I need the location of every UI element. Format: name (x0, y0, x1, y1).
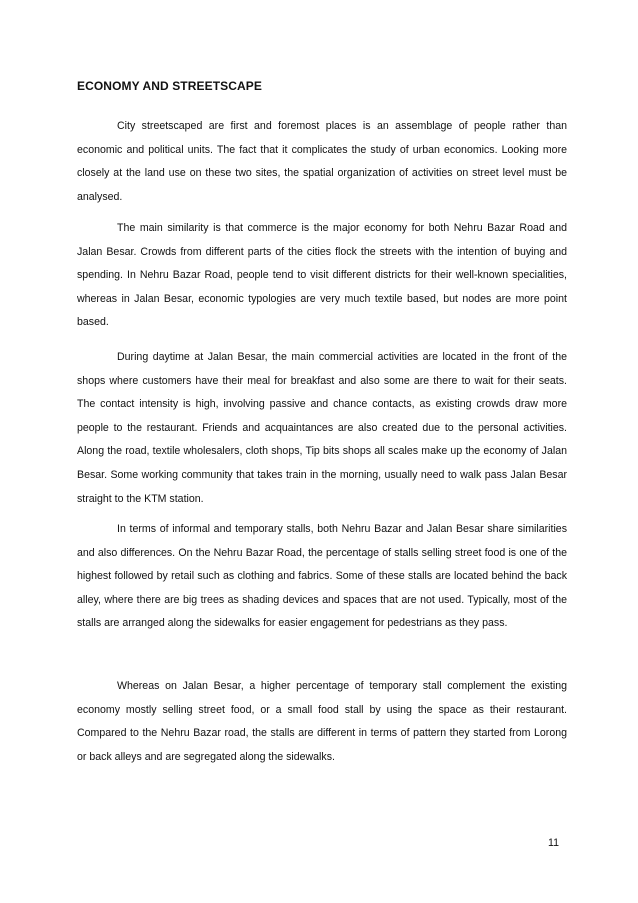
paragraph-2: The main similarity is that commerce is the major economy for both Nehru Bazar Road and Jalan Besar. Crowds from different parts of the cities flock the streets with the intention of buying and spending. In Nehru Bazar Road, people tend to visit different districts for their well-known specialities, whereas in Jalan Besar, economic typologies are very much textile based, but nodes are more point based. (77, 222, 567, 329)
paragraph-3: During daytime at Jalan Besar, the main commercial activities are located in the front of the shops where customers have their meal for breakfast and also some are there to wait for their seats. The contact intensity is high, involving passive and chance contacts, as existing crowds draw more people to the restaurant. Friends and acquaintances are also created due to the personal activities. Along the road, textile wholesalers, cloth shops, Tip bits shops all scales make up the economy of Jalan Besar. Some working community that takes train in the morning, usually need to walk pass Jalan Besar straight to the KTM station. (77, 351, 567, 505)
section-heading: ECONOMY AND STREETSCAPE (77, 79, 262, 93)
paragraph-1: City streetscaped are first and foremost places is an assemblage of people rather than economic and political units. The fact that it complicates the study of urban economics. Looking more closely at the land use on these two sites, the spatial organization of activities on street level must be analysed. (77, 120, 567, 203)
paragraph-4: In terms of informal and temporary stalls, both Nehru Bazar and Jalan Besar share similarities and also differences. On the Nehru Bazar Road, the percentage of stalls selling street food is one of the highest followed by retail such as clothing and fabrics. Some of these stalls are located behind the back alley, where there are big trees as shading devices and spaces that are not used. Typically, most of the stalls are arranged along the sidewalks for easier engagement for pedestrians as they pass. (77, 523, 567, 630)
paragraph-5: Whereas on Jalan Besar, a higher percentage of temporary stall complement the existing economy mostly selling street food, or a small food stall by using the space as their restaurant. Compared to the Nehru Bazar road, the stalls are different in terms of pattern they started from Lorong or back alleys and are segregated along the sidewalks. (77, 680, 567, 763)
page-number: 11 (548, 837, 559, 849)
